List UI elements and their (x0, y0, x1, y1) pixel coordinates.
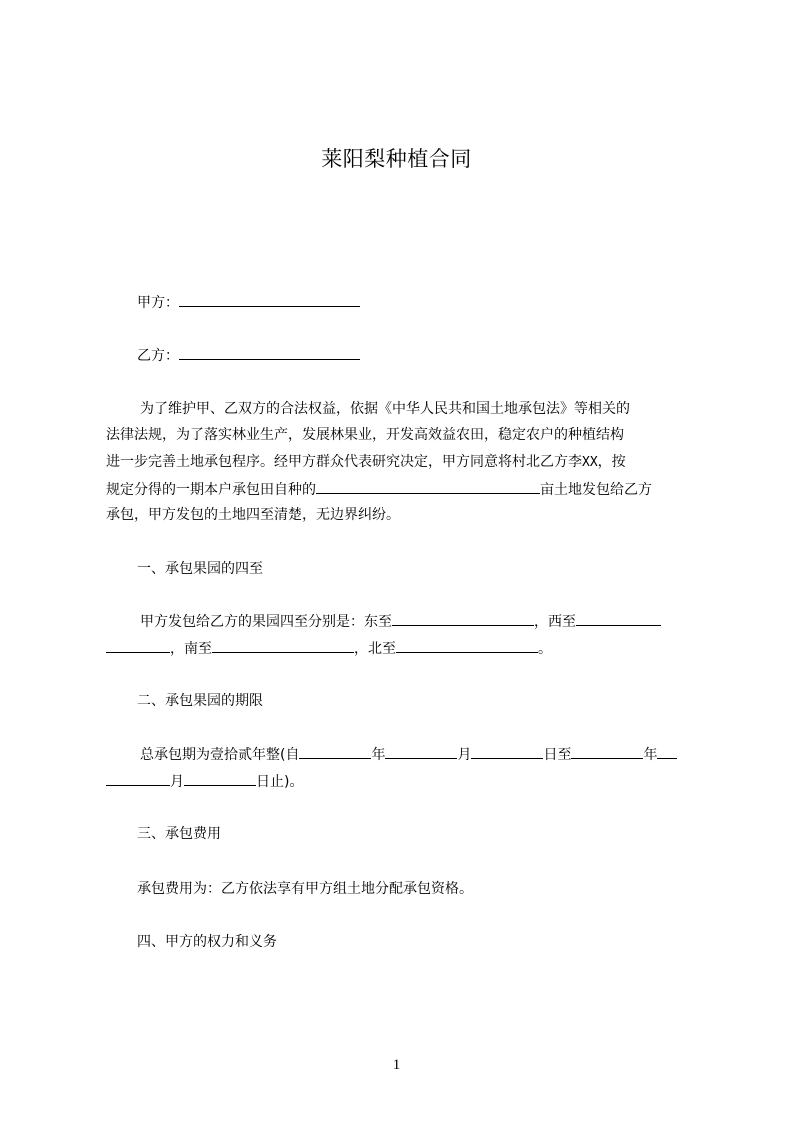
term-label: 总承包期为壹拾贰年整(自 (140, 747, 300, 763)
end-year-label: 年 (643, 747, 658, 763)
party-a-blank (179, 293, 360, 307)
section-3-heading: 三、承包费用 (137, 826, 221, 842)
start-month-blank (385, 745, 457, 759)
end-month-blank (106, 772, 170, 786)
section-2-heading: 二、承包果园的期限 (137, 693, 263, 709)
section-2-line-1 (140, 745, 700, 764)
intro-line-1: 为了维护甲、乙双方的合法权益，依据《中华人民共和国土地承包法》等相关的 (140, 401, 630, 417)
west-blank-cont (106, 639, 170, 653)
party-b-line (137, 346, 360, 365)
section-2-line-2 (106, 772, 303, 791)
day-to-label: 日至 (543, 747, 572, 763)
section-1-line-2 (106, 639, 552, 658)
year-label: 年 (371, 747, 386, 763)
south-blank (212, 639, 354, 653)
party-a-label: 甲方： (137, 295, 179, 311)
section-3-line-1: 承包费用为：乙方依法享有甲方组土地分配承包资格。 (137, 881, 473, 897)
month-label: 月 (457, 747, 472, 763)
intro-line-4-tail: 亩土地发包给乙方 (540, 482, 652, 498)
acreage-blank (316, 480, 540, 494)
intro-line-3 (106, 453, 700, 472)
south-label: ，南至 (170, 641, 212, 657)
north-blank (396, 639, 538, 653)
section-4-heading: 四、甲方的权力和义务 (137, 934, 277, 950)
intro-line-5: 承包，甲方发包的土地四至清楚，无边界纠纷。 (106, 507, 400, 523)
section-1-heading: 一、承包果园的四至 (137, 561, 263, 577)
east-label: 甲方发包给乙方的果园四至分别是：东至 (140, 614, 392, 630)
document-title: 莱阳梨种植合同 (321, 147, 472, 171)
start-year-blank (299, 745, 371, 759)
west-label: ，西至 (534, 614, 576, 630)
intro-line-4 (106, 480, 652, 499)
section-1-line-1 (140, 612, 700, 631)
end-day-label: 日止)。 (256, 774, 304, 790)
west-blank (576, 612, 661, 626)
intro-line-4-text: 规定分得的一期本户承包田自种的 (106, 482, 316, 498)
party-b-blank (179, 346, 360, 360)
lessee-name: XX (582, 455, 598, 470)
start-day-blank (471, 745, 543, 759)
party-a-line (137, 293, 360, 312)
end-day-blank (184, 772, 256, 786)
end-month-label: 月 (170, 774, 184, 790)
page-number: 1 (392, 1057, 401, 1073)
intro-line-3-text: 进一步完善土地承包程序。经甲方群众代表研究决定，甲方同意将村北乙方李 (106, 454, 582, 470)
end-year-blank (571, 745, 643, 759)
intro-line-3-tail: ，按 (597, 454, 626, 470)
section-1-period: 。 (538, 641, 552, 657)
east-blank (392, 612, 534, 626)
end-month-blank-start (657, 745, 677, 759)
north-label: ，北至 (354, 641, 396, 657)
party-b-label: 乙方： (137, 348, 179, 364)
intro-line-2: 法律法规，为了落实林业生产，发展林果业，开发高效益农田，稳定农户的种植结构 (106, 427, 624, 443)
